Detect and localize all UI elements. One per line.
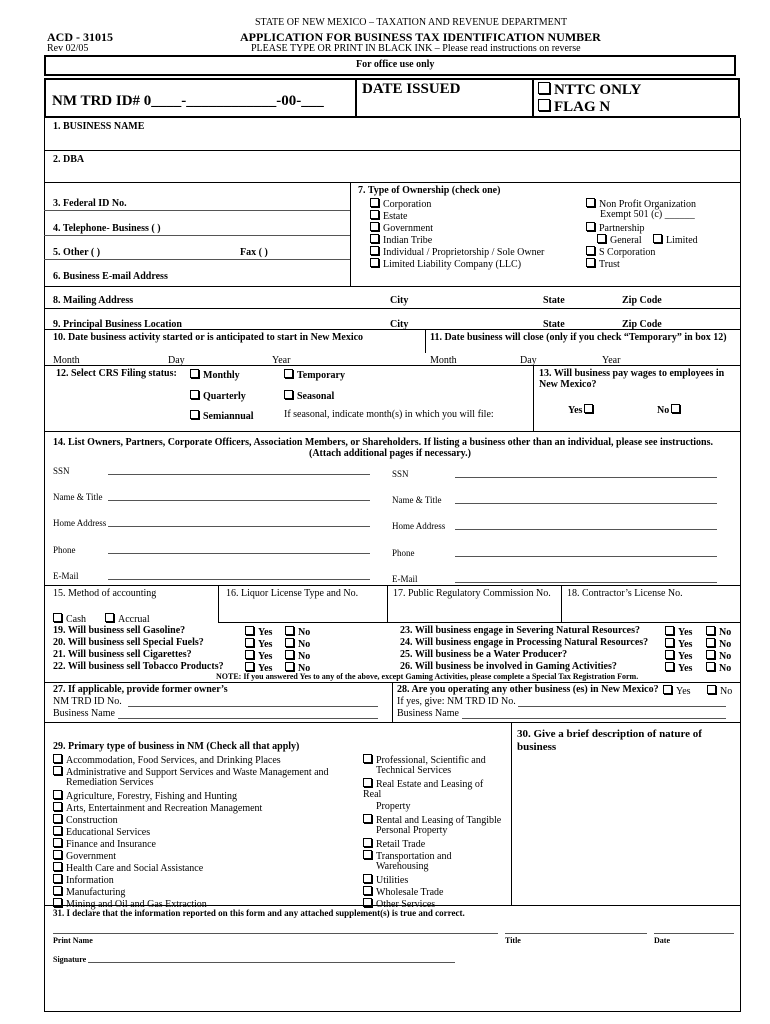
business-description-field[interactable]: business xyxy=(517,741,557,753)
seasonal-months-field[interactable]: If seasonal, indicate month(s) in which you will file: xyxy=(284,409,494,420)
wages-question-line1: 13. Will business pay wages to employees in xyxy=(539,368,725,379)
checkbox-icon xyxy=(370,198,379,207)
exempt-501c-field[interactable]: Exempt 501 (c) ______ xyxy=(600,209,695,220)
mailing-address-field[interactable]: 8. Mailing Address xyxy=(53,295,134,306)
checkbox-icon xyxy=(285,662,294,671)
checkbox-icon xyxy=(671,404,680,413)
contractor-license-field[interactable]: 18. Contractor’s License No. xyxy=(567,588,683,599)
crs-filing-label: 12. Select CRS Filing status: xyxy=(56,368,177,379)
filing-monthly-checkbox[interactable]: Monthly xyxy=(190,369,240,381)
owner2-email-field[interactable]: E-Mail xyxy=(392,574,418,584)
owner1-email-field[interactable]: E-Mail xyxy=(53,571,79,581)
owner2-address-field[interactable]: Home Address xyxy=(392,521,446,531)
declaration-text: 31. I declare that the information reported on this form and any attached supplement(s) is true and correct. xyxy=(53,908,465,918)
checkbox-icon xyxy=(538,99,550,111)
principal-zip-field[interactable]: Zip Code xyxy=(622,319,662,330)
owner2-phone-field[interactable]: Phone xyxy=(392,548,415,558)
principal-city-field[interactable]: City xyxy=(390,319,409,330)
question-no-checkbox[interactable]: No xyxy=(285,662,310,674)
checkbox-icon xyxy=(586,258,595,267)
wages-no-checkbox[interactable]: No xyxy=(657,404,684,416)
ink-instructions: PLEASE TYPE OR PRINT IN BLACK INK – Please read instructions on reverse xyxy=(251,43,581,54)
signature-field[interactable]: Signature xyxy=(53,955,87,964)
checkbox-icon xyxy=(706,638,715,647)
checkbox-icon xyxy=(53,850,62,859)
owners-title: 14. List Owners, Partners, Corporate Officers, Association Members, or Shareholders. If listing a business other than an individual, please see instructions. xyxy=(53,437,713,448)
signature-date-field[interactable]: Date xyxy=(654,936,670,945)
partnership-limited-checkbox[interactable]: Limited xyxy=(653,234,698,246)
office-use-label: For office use only xyxy=(356,59,435,70)
checkbox-icon xyxy=(586,198,595,207)
checkbox-icon xyxy=(363,754,372,763)
business-type-checkbox[interactable]: Retail Trade xyxy=(363,838,425,850)
filing-quarterly-checkbox[interactable]: Quarterly xyxy=(190,390,246,402)
checkbox-icon xyxy=(284,369,293,378)
ownership-option-checkbox[interactable]: Government xyxy=(370,222,433,234)
checkbox-icon xyxy=(245,650,254,659)
checkbox-icon xyxy=(245,662,254,671)
flag-n-checkbox[interactable]: FLAG N xyxy=(538,99,610,115)
checkbox-icon xyxy=(665,638,674,647)
close-date-label: 11. Date business will close (only if you check “Temporary” in box 12) xyxy=(430,332,727,343)
close-month-field[interactable]: Month xyxy=(430,355,457,366)
checkbox-icon xyxy=(53,814,62,823)
filing-temporary-checkbox[interactable]: Temporary xyxy=(284,369,345,381)
question-no-checkbox[interactable]: No xyxy=(706,626,731,638)
filing-semiannual-checkbox[interactable]: Semiannual xyxy=(190,410,254,422)
liquor-license-field[interactable]: 16. Liquor License Type and No. xyxy=(226,588,359,599)
checkbox-icon xyxy=(53,613,62,622)
business-type-checkbox[interactable]: Wholesale Trade xyxy=(363,886,444,898)
question-label: 22. Will business sell Tobacco Products? xyxy=(53,661,224,672)
checkbox-icon xyxy=(245,626,254,635)
checkbox-icon xyxy=(370,258,379,267)
checkbox-icon xyxy=(285,638,294,647)
checkbox-icon xyxy=(105,613,114,622)
business-type-checkbox[interactable]: Health Care and Social Assistance xyxy=(53,862,203,874)
business-type-continuation: Remediation Services xyxy=(66,777,154,788)
question-label: 25. Will business be a Water Producer? xyxy=(400,649,568,660)
checkbox-icon xyxy=(363,850,372,859)
nttc-only-checkbox[interactable]: NTTC ONLY xyxy=(538,82,641,98)
business-type-continuation: Real xyxy=(363,789,382,800)
fax-field[interactable]: Fax ( ) xyxy=(240,247,268,258)
business-type-checkbox[interactable]: Accommodation, Food Services, and Drinking Places xyxy=(53,754,281,766)
checkbox-icon xyxy=(363,874,372,883)
business-type-checkbox[interactable]: Real Estate and Leasing of xyxy=(363,778,483,790)
question-no-checkbox[interactable]: No xyxy=(706,650,731,662)
other-business-question: 28. Are you operating any other business (es) in New Mexico? xyxy=(397,684,659,695)
checkbox-icon xyxy=(370,234,379,243)
checkbox-icon xyxy=(53,886,62,895)
checkbox-icon xyxy=(363,814,372,823)
business-type-checkbox[interactable]: Government xyxy=(53,850,116,862)
ownership-option-checkbox[interactable]: Individual / Proprietorship / Sole Owner xyxy=(370,246,544,258)
form-revision: Rev 02/05 xyxy=(47,43,89,54)
business-type-continuation: Technical Services xyxy=(376,765,452,776)
signer-title-field[interactable]: Title xyxy=(505,936,521,945)
ownership-nonprofit-checkbox[interactable]: Non Profit Organization xyxy=(586,198,696,210)
owner1-phone-field[interactable]: Phone xyxy=(53,545,76,555)
owner1-address-field[interactable]: Home Address xyxy=(53,518,107,528)
date-issued-label: DATE ISSUED xyxy=(362,81,461,97)
other-business-yes-checkbox[interactable]: Yes xyxy=(663,685,691,697)
business-type-checkbox[interactable]: Transportation and xyxy=(363,850,451,862)
question-no-checkbox[interactable]: No xyxy=(706,638,731,650)
checkbox-icon xyxy=(53,802,62,811)
question-yes-checkbox[interactable]: Yes xyxy=(665,650,692,662)
wages-question-line2: New Mexico? xyxy=(539,379,597,390)
owners-attach-note: (Attach additional pages if necessary.) xyxy=(309,448,471,459)
prc-number-field[interactable]: 17. Public Regulatory Commission No. xyxy=(393,588,551,599)
checkbox-icon xyxy=(190,390,199,399)
checkbox-icon xyxy=(190,410,199,419)
checkbox-icon xyxy=(53,790,62,799)
business-name-field[interactable]: 1. BUSINESS NAME xyxy=(53,121,145,132)
ownership-scorp-checkbox[interactable]: S Corporation xyxy=(586,246,655,258)
accounting-method-label: 15. Method of accounting xyxy=(53,588,157,599)
owner2-ssn-field[interactable]: SSN xyxy=(392,469,409,479)
form-title: APPLICATION FOR BUSINESS TAX IDENTIFICATION NUMBER xyxy=(240,30,601,44)
question-label: 19. Will business sell Gasoline? xyxy=(53,625,186,636)
start-month-field[interactable]: Month xyxy=(53,355,80,366)
checkbox-icon xyxy=(53,862,62,871)
question-no-checkbox[interactable]: No xyxy=(285,626,310,638)
checkbox-icon xyxy=(706,662,715,671)
checkbox-icon xyxy=(190,369,199,378)
question-label: 24. Will business engage in Processing Natural Resources? xyxy=(400,637,649,648)
business-type-checkbox[interactable]: Manufacturing xyxy=(53,886,125,898)
owner2-name-field[interactable]: Name & Title xyxy=(392,495,442,505)
business-description-title: 30. Give a brief description of nature of xyxy=(517,728,702,740)
business-type-checkbox[interactable]: Professional, Scientific and xyxy=(363,754,486,766)
checkbox-icon xyxy=(586,246,595,255)
checkbox-icon xyxy=(285,626,294,635)
checkbox-icon xyxy=(665,662,674,671)
business-type-checkbox[interactable]: Information xyxy=(53,874,114,886)
question-yes-checkbox[interactable]: Yes xyxy=(245,662,272,674)
former-owner-trd-field[interactable]: NM TRD ID No. xyxy=(53,696,122,707)
checkbox-icon xyxy=(370,210,379,219)
principal-state-field[interactable]: State xyxy=(543,319,565,330)
business-type-continuation: Warehousing xyxy=(376,861,429,872)
business-type-checkbox[interactable]: Utilities xyxy=(363,874,408,886)
business-type-checkbox[interactable]: Mining and Oil and Gas Extraction xyxy=(53,898,207,910)
checkbox-icon xyxy=(665,650,674,659)
business-type-checkbox[interactable]: Agriculture, Forestry, Fishing and Hunting xyxy=(53,790,237,802)
checkbox-icon xyxy=(285,650,294,659)
business-type-checkbox[interactable]: Construction xyxy=(53,814,118,826)
checkbox-icon xyxy=(663,685,672,694)
other-business-name-field[interactable]: Business Name xyxy=(397,708,459,719)
ownership-partnership-checkbox[interactable]: Partnership xyxy=(586,222,645,234)
ownership-option-checkbox[interactable]: Indian Tribe xyxy=(370,234,432,246)
checkbox-icon xyxy=(584,404,593,413)
accounting-accrual-checkbox[interactable]: Accrual xyxy=(105,613,150,625)
checkbox-icon xyxy=(363,778,372,787)
checkbox-icon xyxy=(538,82,550,94)
checkbox-icon xyxy=(284,390,293,399)
checkbox-icon xyxy=(53,838,62,847)
accounting-cash-checkbox[interactable]: Cash xyxy=(53,613,86,625)
question-no-checkbox[interactable]: No xyxy=(285,638,310,650)
other-business-trd-field[interactable]: If yes, give: NM TRD ID No. xyxy=(397,696,516,707)
checkbox-icon xyxy=(706,626,715,635)
business-type-checkbox[interactable]: Finance and Insurance xyxy=(53,838,156,850)
question-yes-checkbox[interactable]: Yes xyxy=(665,626,692,638)
question-label: 20. Will business sell Special Fuels? xyxy=(53,637,204,648)
checkbox-icon xyxy=(707,685,716,694)
mailing-state-field[interactable]: State xyxy=(543,295,565,306)
start-day-field[interactable]: Day xyxy=(168,355,185,366)
telephone-business-field[interactable]: 4. Telephone- Business ( ) xyxy=(53,223,161,234)
former-owner-title: 27. If applicable, provide former owner’s xyxy=(53,684,228,695)
checkbox-icon xyxy=(370,222,379,231)
checkbox-icon xyxy=(53,826,62,835)
trd-id-field[interactable]: NM TRD ID# 0____-____________-00-___ xyxy=(52,93,324,109)
question-yes-checkbox[interactable]: Yes xyxy=(245,638,272,650)
print-name-field[interactable]: Print Name xyxy=(53,936,93,945)
owner1-name-field[interactable]: Name & Title xyxy=(53,492,103,502)
start-year-field[interactable]: Year xyxy=(272,355,291,366)
business-email-field[interactable]: 6. Business E-mail Address xyxy=(53,271,168,282)
checkbox-icon xyxy=(586,222,595,231)
special-tax-note: NOTE: If you answered Yes to any of the above, except Gaming Activities, please complete a Special Tax Registration Form. xyxy=(216,672,639,681)
ownership-trust-checkbox[interactable]: Trust xyxy=(586,258,620,270)
other-business-no-checkbox[interactable]: No xyxy=(707,685,732,697)
business-type-checkbox[interactable]: Other Services xyxy=(363,898,435,910)
checkbox-icon xyxy=(245,638,254,647)
ownership-option-checkbox[interactable]: Corporation xyxy=(370,198,431,210)
checkbox-icon xyxy=(665,626,674,635)
business-type-checkbox[interactable]: Administrative and Support Services and Waste Management and xyxy=(53,766,329,778)
question-yes-checkbox[interactable]: Yes xyxy=(245,650,272,662)
checkbox-icon xyxy=(653,234,662,243)
federal-id-field[interactable]: 3. Federal ID No. xyxy=(53,198,127,209)
checkbox-icon xyxy=(363,886,372,895)
filing-seasonal-checkbox[interactable]: Seasonal xyxy=(284,390,334,402)
close-year-field[interactable]: Year xyxy=(602,355,621,366)
business-type-title: 29. Primary type of business in NM (Check all that apply) xyxy=(53,741,300,752)
checkbox-icon xyxy=(363,838,372,847)
former-owner-business-field[interactable]: Business Name xyxy=(53,708,115,719)
start-date-label: 10. Date business activity started or is anticipated to start in New Mexico xyxy=(53,332,364,343)
checkbox-icon xyxy=(53,766,62,775)
mailing-zip-field[interactable]: Zip Code xyxy=(622,295,662,306)
business-type-continuation: Personal Property xyxy=(376,825,448,836)
business-type-checkbox[interactable]: Rental and Leasing of Tangible xyxy=(363,814,501,826)
question-yes-checkbox[interactable]: Yes xyxy=(245,626,272,638)
ownership-title: 7. Type of Ownership (check one) xyxy=(358,185,501,196)
question-label: 26. Will business be involved in Gaming Activities? xyxy=(400,661,617,672)
wages-yes-checkbox[interactable]: Yes xyxy=(568,404,597,416)
question-label: 23. Will business engage in Severing Natural Resources? xyxy=(400,625,641,636)
department-name: STATE OF NEW MEXICO – TAXATION AND REVENUE DEPARTMENT xyxy=(255,17,568,28)
checkbox-icon xyxy=(370,246,379,255)
checkbox-icon xyxy=(53,874,62,883)
question-no-checkbox[interactable]: No xyxy=(285,650,310,662)
ownership-option-checkbox[interactable]: Estate xyxy=(370,210,407,222)
question-yes-checkbox[interactable]: Yes xyxy=(665,638,692,650)
business-type-continuation: Property xyxy=(376,801,411,812)
checkbox-icon xyxy=(53,754,62,763)
ownership-option-checkbox[interactable]: Limited Liability Company (LLC) xyxy=(370,258,521,270)
business-type-checkbox[interactable]: Arts, Entertainment and Recreation Management xyxy=(53,802,262,814)
partnership-general-checkbox[interactable]: General xyxy=(597,234,642,246)
question-label: 21. Will business sell Cigarettes? xyxy=(53,649,192,660)
question-yes-checkbox[interactable]: Yes xyxy=(665,662,692,674)
close-day-field[interactable]: Day xyxy=(520,355,537,366)
form-id: ACD - 31015 xyxy=(47,30,113,44)
mailing-city-field[interactable]: City xyxy=(390,295,409,306)
principal-location-field[interactable]: 9. Principal Business Location xyxy=(53,319,182,330)
business-type-checkbox[interactable]: Educational Services xyxy=(53,826,150,838)
other-phone-field[interactable]: 5. Other ( ) xyxy=(53,247,101,258)
checkbox-icon xyxy=(597,234,606,243)
checkbox-icon xyxy=(706,650,715,659)
owner1-ssn-field[interactable]: SSN xyxy=(53,466,70,476)
question-no-checkbox[interactable]: No xyxy=(706,662,731,674)
dba-field[interactable]: 2. DBA xyxy=(53,154,85,165)
